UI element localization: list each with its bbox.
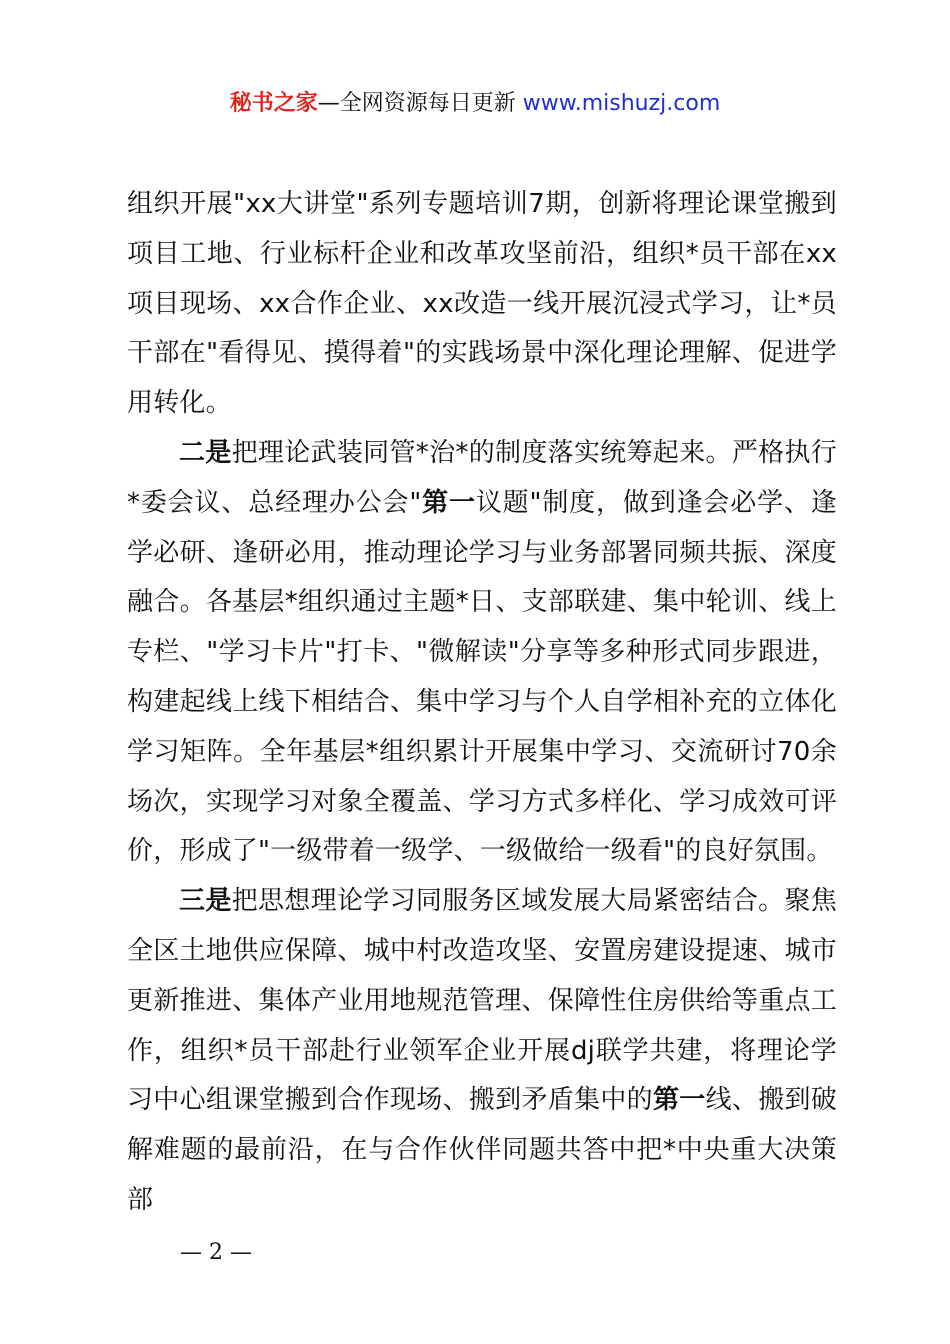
header-tagline: 全网资源每日更新 xyxy=(339,91,516,116)
paragraph-2-text-a: 把理论武装同管*治*的制度落实统筹起来。严格执行*委会议、总经理办公会" xyxy=(127,437,837,518)
paragraph-3-text-a: 把思想理论学习同服务区域发展大局紧密结合。聚焦全区土地供应保障、城中村改造攻坚、安置房建设提速、城市更新推进、集体产业用地规范管理、保障性住房供给等重点工作，组织*员干部赴行业领军企业开展dj联学共建，将理论学习中心组课堂搬到合作现场、搬到矛盾集中的 xyxy=(127,886,837,1116)
paragraph-2-text-b: 议题"制度，做到逢会必学、逢学必研、逢研必用，推动理论学习与业务部署同频共振、深度融合。各基层*组织通过主题*日、支部联建、集中轮训、线上专栏、"学习卡片"打卡、"微解读"分享等多种形式同步跟进，构建起线上线下相结合、集中学习与个人自学相补充的立体化学习矩阵。全年基层*组织累计开展集中学习、交流研讨70余场次，实现学习对象全覆盖、学习方式多样化、学习成效可评价，形成了"一级带着一级学、一级做给一级看"的良好氛围。 xyxy=(127,487,837,867)
paragraph-1-text: 组织开展"xx大讲堂"系列专题培训7期，创新将理论课堂搬到项目工地、行业标杆企业和改革攻坚前沿，组织*员干部在xx项目现场、xx合作企业、xx改造一线开展沉浸式学习，让*员干部在"看得见、摸得着"的实践场景中深化理论理解、促进学用转化。 xyxy=(127,189,837,419)
paragraph-2 xyxy=(127,429,837,877)
page-number: — 2 — xyxy=(180,1240,252,1265)
paragraph-3-text-b: 线、搬到破解难题的最前沿，在与合作伙伴同题共答中把*中央重大决策部 xyxy=(127,1085,837,1215)
site-url-link[interactable]: www.mishuzj.com xyxy=(522,91,721,116)
site-brand: 秘书之家 xyxy=(229,91,318,116)
header-separator: — xyxy=(317,91,340,116)
document-body xyxy=(127,180,837,1226)
site-header xyxy=(0,86,950,122)
paragraph-3-bold-term: 第一 xyxy=(652,1085,706,1116)
paragraph-2-bold-term: 第一 xyxy=(421,487,476,518)
paragraph-2-lead: 二是 xyxy=(179,437,232,468)
paragraph-3 xyxy=(127,877,837,1226)
paragraph-3-lead: 三是 xyxy=(179,886,232,917)
paragraph-1 xyxy=(127,180,837,429)
